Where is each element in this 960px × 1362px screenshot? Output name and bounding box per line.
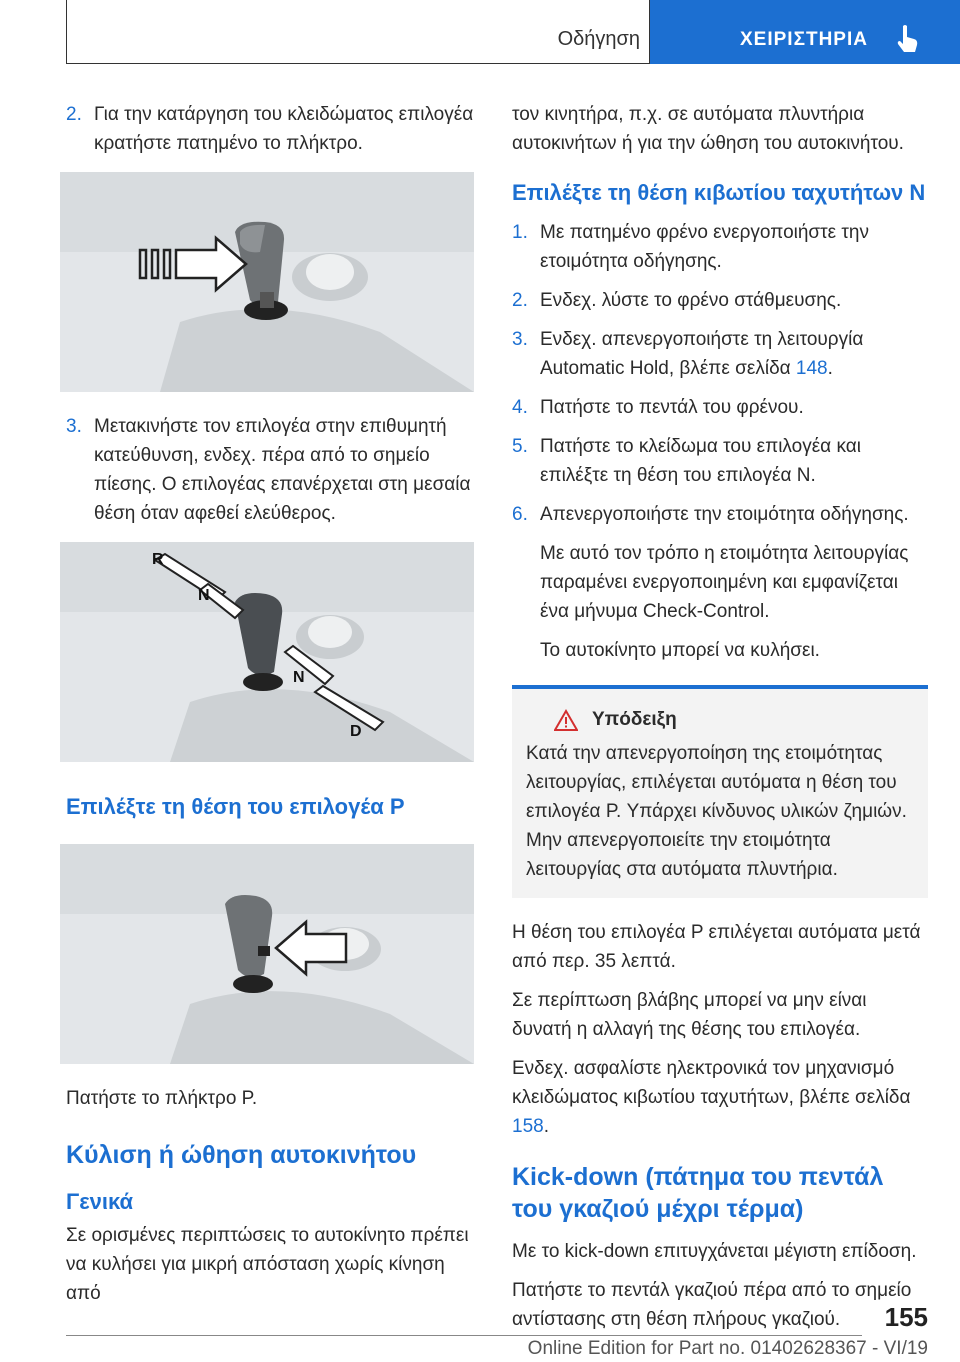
step-text: Ενδεχ. απενεργοποιήστε τη λειτουργία Automatic Hold, βλέπε σελίδα: [540, 329, 864, 379]
step-number: 2.: [66, 104, 82, 125]
footer-edition: Online Edition for Part no. 01402628367 - VI/19: [527, 1338, 928, 1359]
label-n-lower: N: [293, 669, 305, 686]
continued-text: τον κινητήρα, π.χ. σε αυτόματα πλυντήρια αυτοκινήτων ή για την ώθηση του αυτοκινήτου.: [512, 104, 904, 154]
general-text: Σε ορισμένες περιπτώσεις το αυτοκίνητο πρέπει να κυλήσει για μικρή απόσταση χωρίς κίνηση από: [66, 1225, 469, 1304]
step-n-6: [512, 500, 928, 529]
step-3-move-selector: [66, 412, 480, 528]
electronic-unlock-text-end: .: [543, 1116, 549, 1137]
label-d: D: [350, 723, 362, 740]
note-title: Υπόδειξη: [592, 709, 677, 730]
step-number: 4.: [512, 397, 528, 418]
figure-selector-positions: [60, 542, 474, 762]
note-header: [554, 709, 914, 731]
step-result-text: Με αυτό τον τρόπο η ετοιμότητα λειτουργίας παραμένει ενεργοποιημένη και εμφανίζεται ένα μήνυμα Check-Control.: [540, 543, 909, 622]
step-2-unlock: [66, 100, 480, 158]
footer-divider: [66, 1335, 862, 1336]
heading-kickdown: Kick-down (πάτημα του πεντάλ του γκαζιού μέχρι τέρμα): [512, 1163, 884, 1223]
auto-p-text: Η θέση του επιλογέα P επιλέγεται αυτόματα μετά από περ. 35 λεπτά.: [512, 922, 921, 972]
page-link-148[interactable]: 148: [795, 358, 828, 379]
step-n-2: [512, 286, 928, 315]
heading-rolling: Κύλιση ή ώθηση αυτοκινήτου: [66, 1141, 417, 1169]
electronic-unlock-text-main: Ενδεχ. ασφαλίστε ηλεκτρονικά τον μηχανισμό κλειδώματος κιβωτίου ταχυτήτων, βλέπε σελίδα: [512, 1058, 911, 1108]
step-result-roll: Το αυτοκίνητο μπορεί να κυλήσει.: [540, 640, 820, 661]
step-n-1: [512, 218, 928, 276]
page-link-158[interactable]: 158: [512, 1116, 544, 1137]
malfunction-text: Σε περίπτωση βλάβης μπορεί να μην είναι δυνατή η αλλαγή της θέσης του επιλογέα.: [512, 990, 867, 1040]
step-text-end: .: [827, 358, 833, 379]
step-text: Με πατημένο φρένο ενεργοποιήστε την ετοιμότητα οδήγησης.: [540, 222, 869, 272]
step-number: 3.: [512, 329, 528, 350]
page-number: 155: [884, 1302, 928, 1332]
step-number: 5.: [512, 436, 528, 457]
step-number: 2.: [512, 290, 528, 311]
step-text: Πατήστε το κλείδωμα του επιλογέα και επιλέξτε τη θέση του επιλογέα N.: [540, 436, 861, 486]
step-number: 6.: [512, 504, 528, 525]
header-chapter-title: ΧΕΙΡΙΣΤΗΡΙΑ: [740, 29, 868, 50]
step-text: Πατήστε το πεντάλ του φρένου.: [540, 397, 804, 418]
hand-pointer-icon: [894, 24, 922, 54]
label-r: R: [152, 551, 164, 568]
right-column: [512, 100, 928, 1344]
heading-select-n: Επιλέξτε τη θέση κιβωτίου ταχυτήτων N: [512, 180, 926, 205]
kickdown-text-2: Πατήστε το πεντάλ γκαζιού πέρα από το σημείο αντίστασης στη θέση πλήρους γκαζιού.: [512, 1280, 912, 1330]
step-text: Ενδεχ. λύστε το φρένο στάθμευσης.: [540, 290, 842, 311]
label-n-upper: N: [198, 587, 210, 604]
header-section: Οδήγηση: [557, 28, 640, 50]
step-text: Απενεργοποιήστε την ετοιμότητα οδήγησης.: [540, 504, 909, 525]
heading-select-p: Επιλέξτε τη θέση του επιλογέα P: [66, 794, 405, 819]
step-n-3: [512, 325, 928, 383]
figure-selector-unlock: [60, 172, 474, 392]
figure-p-button: [60, 844, 474, 1064]
step-number: 3.: [66, 416, 82, 437]
step-n-5: [512, 432, 928, 490]
kickdown-text-1: Με το kick-down επιτυγχάνεται μέγιστη επίδοση.: [512, 1241, 917, 1262]
warning-icon: [554, 709, 578, 731]
electronic-unlock-text: [512, 1054, 928, 1141]
heading-general: Γενικά: [66, 1189, 134, 1214]
note-box: [512, 685, 928, 898]
step-number: 1.: [512, 222, 528, 243]
step-text: Για την κατάργηση του κλειδώματος επιλογέα κρατήστε πατημένο το πλήκτρο.: [94, 104, 474, 154]
press-p-text: Πατήστε το πλήκτρο P.: [66, 1088, 258, 1109]
step-n-4: [512, 393, 928, 422]
note-text: Κατά την απενεργοποίηση της ετοιμότητας λειτουργίας, επιλέγεται αυτόματα η θέση του επιλογέα P. Υπάρχει κίνδυνος υλικών ζημιών. Μην απενεργοποιείτε την ετοιμότητα λειτουργίας στα αυτόματα πλυντήρια.: [526, 743, 907, 880]
left-column: [66, 100, 480, 1318]
step-text: Μετακινήστε τον επιλογέα στην επιθυμητή κατεύθυνση, ενδεχ. πέρα από το σημείο πίεσης. Ο επιλογέας επανέρχεται στη μεσαία θέση όταν αφεθεί ελεύθερος.: [94, 416, 471, 524]
